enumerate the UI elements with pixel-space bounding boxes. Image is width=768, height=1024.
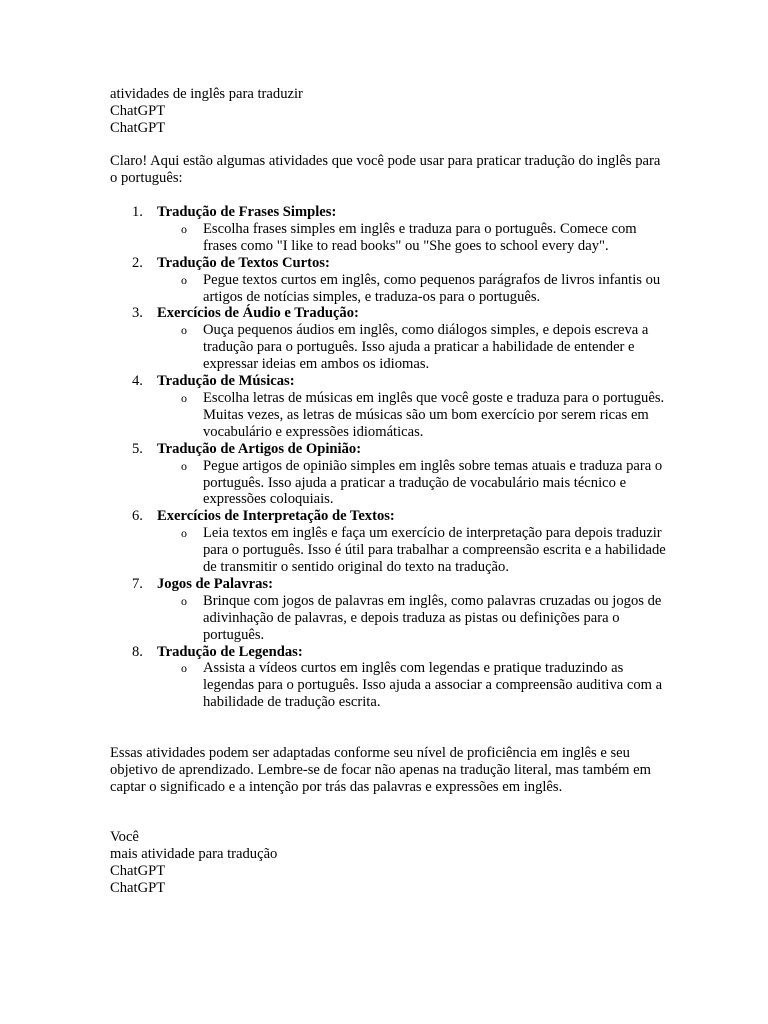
sub-list-item	[157, 660, 670, 711]
item-title: Tradução de Artigos de Opinião:	[157, 440, 362, 457]
list-item	[110, 441, 670, 509]
intro-paragraph: Claro! Aqui estão algumas atividades que você pode usar para praticar tradução do inglês para o português:	[110, 153, 661, 186]
item-description: Pegue textos curtos em inglês, como pequenos parágrafos de livros infantis ou artigos de notícias simples, e traduza-os para o português.	[203, 271, 661, 305]
bullet-icon: o	[181, 272, 187, 287]
sub-list-item	[157, 458, 670, 509]
sub-list-item	[157, 272, 670, 306]
list-item	[110, 305, 670, 373]
sub-list-item	[157, 221, 670, 255]
item-title: Exercícios de Interpretação de Textos:	[157, 508, 395, 525]
speaker-label: ChatGPT	[110, 879, 166, 896]
sub-list	[157, 390, 670, 441]
list-item	[110, 576, 670, 644]
item-title: Tradução de Músicas:	[157, 373, 295, 390]
speaker-label: ChatGPT	[110, 102, 166, 119]
item-number: 7.	[132, 575, 143, 592]
follow-up-prompt: mais atividade para tradução	[110, 845, 278, 862]
list-item	[110, 255, 670, 306]
bullet-icon: o	[181, 390, 187, 405]
item-number: 2.	[132, 254, 143, 271]
sub-list-item	[157, 593, 670, 644]
item-title: Exercícios de Áudio e Tradução:	[157, 305, 359, 322]
item-description: Escolha letras de músicas em inglês que você goste e traduza para o português. Muitas vezes, as letras de músicas são um bom exercício por serem ricas em vocabulário e expressões idiomáticas.	[203, 389, 665, 440]
list-item	[110, 373, 670, 441]
sub-list-item	[157, 322, 670, 373]
sub-list	[157, 525, 670, 576]
item-title: Jogos de Palavras:	[157, 575, 273, 592]
bullet-icon: o	[181, 593, 187, 608]
item-title: Tradução de Legendas:	[157, 643, 303, 660]
item-description: Escolha frases simples em inglês e traduza para o português. Comece com frases como "I like to read books" ou "She goes to school every day".	[203, 220, 637, 254]
activities-list	[110, 204, 670, 711]
closing-paragraph: Essas atividades podem ser adaptadas conforme seu nível de proficiência em inglês e seu objetivo de aprendizado. Lembre-se de focar não apenas na tradução literal, mas também em captar o significado e a intenção por trás das palavras e expressões em inglês.	[110, 745, 651, 795]
bullet-icon: o	[181, 661, 187, 676]
sub-list	[157, 660, 670, 711]
speaker-label: ChatGPT	[110, 119, 166, 136]
item-number: 5.	[132, 440, 143, 457]
item-title: Tradução de Frases Simples:	[157, 204, 337, 220]
sub-list	[157, 322, 670, 373]
item-number: 1.	[132, 204, 143, 220]
footer-block	[110, 829, 277, 897]
header-block	[110, 86, 303, 137]
bullet-icon: o	[181, 458, 187, 473]
item-number: 3.	[132, 305, 143, 322]
speaker-label: ChatGPT	[110, 862, 166, 879]
list-item	[110, 204, 670, 255]
bullet-icon: o	[181, 526, 187, 541]
item-number: 6.	[132, 508, 143, 525]
item-number: 8.	[132, 643, 143, 660]
list-item	[110, 644, 670, 712]
item-description: Brinque com jogos de palavras em inglês, como palavras cruzadas ou jogos de adivinhação de palavras, e depois traduza as pistas ou definições para o português.	[203, 592, 662, 643]
item-description: Leia textos em inglês e faça um exercício de interpretação para depois traduzir para o português. Isso é útil para trabalhar a compreensão escrita e a habilidade de transmitir o sentido original do texto na tradução.	[203, 525, 666, 576]
sub-list	[157, 593, 670, 644]
sub-list-item	[157, 390, 670, 441]
item-description: Ouça pequenos áudios em inglês, como diálogos simples, e depois escreva a tradução para o português. Isso ajuda a praticar a habilidade de entender e expressar ideias em ambos os idiomas.	[203, 322, 649, 373]
item-number: 4.	[132, 373, 143, 390]
sub-list-item	[157, 525, 670, 576]
item-description: Assista a vídeos curtos em inglês com legendas e pratique traduzindo as legendas para o português. Isso ajuda a associar a compreensão auditiva com a habilidade de tradução escrita.	[203, 660, 663, 711]
speaker-label: Você	[110, 829, 139, 845]
prompt-title: atividades de inglês para traduzir	[110, 86, 303, 102]
bullet-icon: o	[181, 323, 187, 338]
bullet-icon: o	[181, 221, 187, 236]
list-item	[110, 508, 670, 576]
sub-list	[157, 272, 670, 306]
item-title: Tradução de Textos Curtos:	[157, 254, 330, 271]
sub-list	[157, 221, 670, 255]
item-description: Pegue artigos de opinião simples em inglês sobre temas atuais e traduza para o português. Isso ajuda a praticar a tradução de vocabulário mais técnico e expressões coloquiais.	[203, 457, 663, 508]
sub-list	[157, 458, 670, 509]
